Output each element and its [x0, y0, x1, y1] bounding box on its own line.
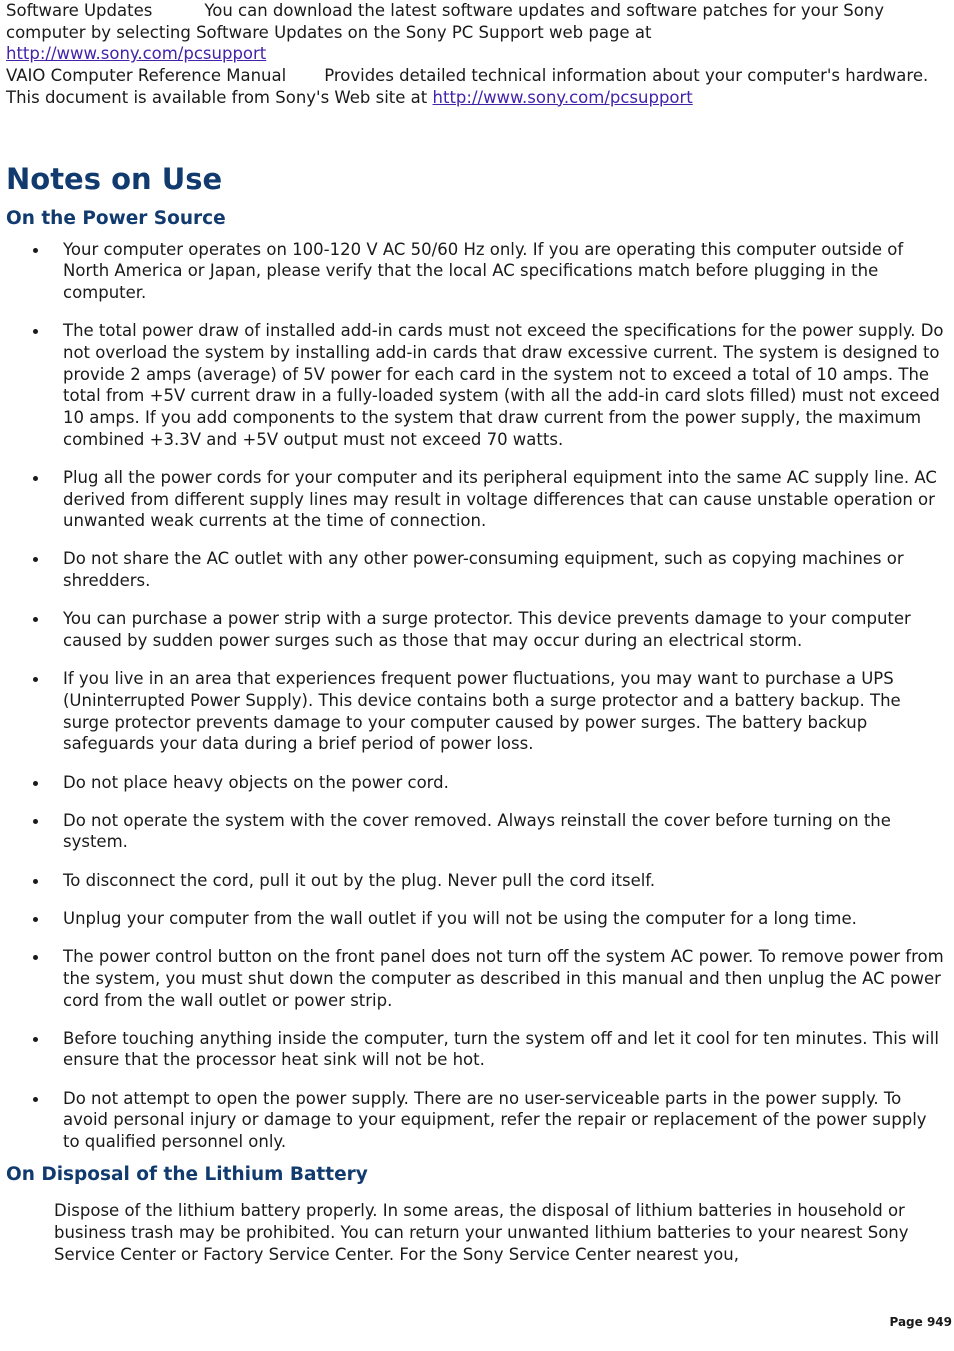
list-item: If you live in an area that experiences frequent power fluctuations, you may want to purchase a UPS (Uninterrupted Power Supply). This device contains both a surge protector and a battery backup. The surge protector prevents damage to your computer caused by power surges. The battery backup safeguards your data during a brief period of power loss.: [6, 668, 946, 755]
bullet-icon: [33, 781, 38, 786]
reference-manual-text: Provides detailed technical information about your computer's hardware. This document is available from Sony's Web site at: [6, 66, 929, 107]
bullet-icon: [33, 955, 38, 960]
list-item: To disconnect the cord, pull it out by the plug. Never pull the cord itself.: [6, 870, 946, 892]
software-updates-link[interactable]: http://www.sony.com/pcsupport: [6, 44, 267, 64]
list-item: Do not share the AC outlet with any other power-consuming equipment, such as copying machines or shredders.: [6, 548, 946, 591]
bullet-icon: [33, 819, 38, 824]
software-updates-text: You can download the latest software updates and software patches for your Sony computer by selecting Software Updates on the Sony PC Support web page at: [6, 1, 885, 42]
list-item: Before touching anything inside the computer, turn the system off and let it cool for ten minutes. This will ensure that the processor heat sink will not be hot.: [6, 1028, 946, 1071]
list-item: Do not attempt to open the power supply. There are no user-serviceable parts in the power supply. To avoid personal injury or damage to your equipment, refer the repair or replacement of the power supply to qualified personnel only.: [6, 1088, 946, 1153]
software-updates-label: Software Updates: [6, 1, 153, 20]
intro-section: [6, 0, 946, 109]
bullet-icon: [33, 329, 38, 334]
power-source-heading: On the Power Source: [6, 207, 226, 229]
page-title: Notes on Use: [6, 161, 223, 196]
page-number: Page 949: [889, 1315, 952, 1329]
bullet-icon: [33, 677, 38, 682]
bullet-icon: [33, 1037, 38, 1042]
bullet-icon: [33, 248, 38, 253]
list-item: Plug all the power cords for your computer and its peripheral equipment into the same AC supply line. AC derived from different supply lines may result in voltage differences that can cause unstable operation or unwanted weak currents at the time of connection.: [6, 467, 946, 532]
list-item: Your computer operates on 100-120 V AC 50/60 Hz only. If you are operating this computer outside of North America or Japan, please verify that the local AC specifications match before plugging in the computer.: [6, 239, 946, 304]
bullet-icon: [33, 557, 38, 562]
lithium-battery-paragraph: Dispose of the lithium battery properly. In some areas, the disposal of lithium batteries in household or business trash may be prohibited. You can return your unwanted lithium batteries to your nearest Sony Service Center or Factory Service Center. For the Sony Service Center nearest you,: [54, 1201, 909, 1264]
reference-manual-entry: [6, 65, 946, 108]
software-updates-entry: [6, 0, 946, 65]
document-page: [6, 0, 946, 1265]
bullet-icon: [33, 1097, 38, 1102]
reference-manual-label: VAIO Computer Reference Manual: [6, 66, 287, 86]
bullet-icon: [33, 476, 38, 481]
lithium-battery-heading: On Disposal of the Lithium Battery: [6, 1164, 368, 1186]
list-item: Unplug your computer from the wall outlet if you will not be using the computer for a long time.: [6, 908, 946, 930]
bullet-icon: [33, 617, 38, 622]
list-item: You can purchase a power strip with a surge protector. This device prevents damage to your computer caused by sudden power surges such as those that may occur during an electrical storm.: [6, 608, 946, 651]
bullet-icon: [33, 917, 38, 922]
power-source-list: [6, 239, 946, 1153]
list-item: Do not place heavy objects on the power cord.: [6, 772, 946, 794]
list-item: The power control button on the front panel does not turn off the system AC power. To remove power from the system, you must shut down the computer as described in this manual and then unplug the AC power cord from the wall outlet or power strip.: [6, 946, 946, 1011]
bullet-icon: [33, 879, 38, 884]
reference-manual-link[interactable]: http://www.sony.com/pcsupport: [432, 87, 693, 107]
list-item: The total power draw of installed add-in cards must not exceed the specifications for the power supply. Do not overload the system by installing add-in cards that draw excessive current. The system is designed to provide 2 amps (average) of 5V power for each card in the system not to exceed a total of 10 amps. The total from +5V current draw in a fully-loaded system (with all the add-in card slots filled) must not exceed 10 amps. If you add components to the system that draw current from the power supply, the maximum combined +3.3V and +5V output must not exceed 70 watts.: [6, 320, 946, 450]
list-item: Do not operate the system with the cover removed. Always reinstall the cover before turning on the system.: [6, 810, 946, 853]
